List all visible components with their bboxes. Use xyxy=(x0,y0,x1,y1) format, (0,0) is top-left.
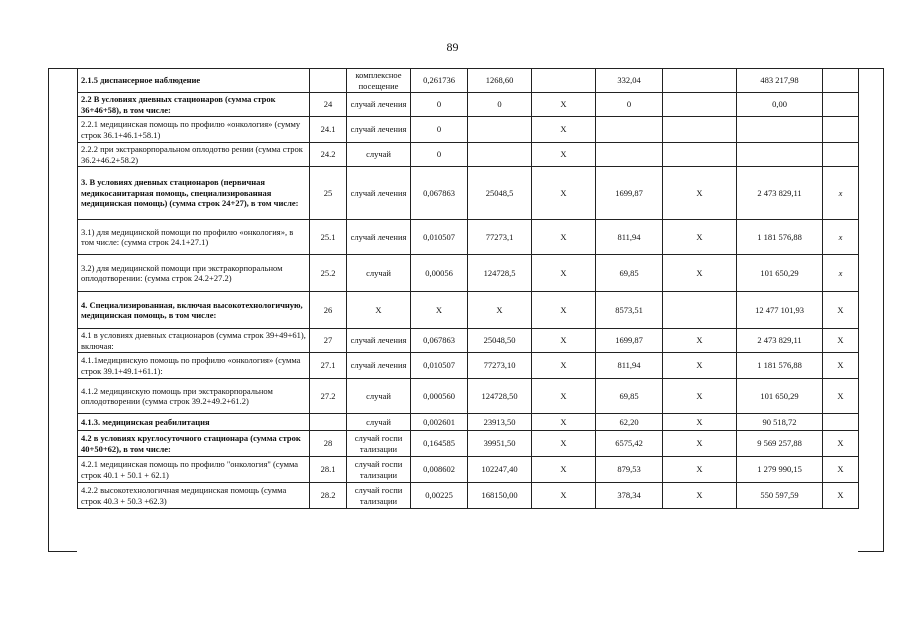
value-cell-5: Х xyxy=(663,167,737,220)
value-cell-5: Х xyxy=(663,329,737,353)
row-label: 2.2 В условиях дневных стационаров (сумма строк 36+46+58), в том числе: xyxy=(78,93,310,117)
table-row xyxy=(78,329,859,353)
per-capita-cell: 378,34 xyxy=(596,483,663,509)
total-cell: 0,00 xyxy=(737,93,823,117)
cost-cell: 168150,00 xyxy=(468,483,532,509)
cost-cell: 124728,5 xyxy=(468,255,532,292)
rate-cell: 0,010507 xyxy=(411,220,468,255)
total-cell: 101 650,29 xyxy=(737,255,823,292)
total-cell xyxy=(737,143,823,167)
unit-cell: случай лечения xyxy=(347,220,411,255)
total-cell xyxy=(737,117,823,143)
rate-cell: 0,00056 xyxy=(411,255,468,292)
value-cell-7: Х xyxy=(823,457,859,483)
unit-cell: Х xyxy=(347,292,411,329)
rate-cell: 0 xyxy=(411,143,468,167)
rate-cell: 0 xyxy=(411,93,468,117)
table-row xyxy=(78,167,859,220)
per-capita-cell: 1699,87 xyxy=(596,329,663,353)
row-label: 4.1.2 медицинскую помощь при экстракорпоральном оплодотворении (сумма строк 39.2+49.2+61.2) xyxy=(78,379,310,414)
total-cell: 1 181 576,88 xyxy=(737,220,823,255)
value-cell-3: Х xyxy=(532,431,596,457)
value-cell-7: Х xyxy=(823,431,859,457)
total-cell: 550 597,59 xyxy=(737,483,823,509)
unit-cell: случай xyxy=(347,414,411,431)
value-cell-5: Х xyxy=(663,414,737,431)
per-capita-cell: 0 xyxy=(596,93,663,117)
row-number xyxy=(310,69,347,93)
unit-cell: случай лечения xyxy=(347,117,411,143)
value-cell-7: Х xyxy=(823,483,859,509)
total-cell: 101 650,29 xyxy=(737,379,823,414)
total-cell: 9 569 257,88 xyxy=(737,431,823,457)
value-cell-7: х xyxy=(823,255,859,292)
row-label: 4.2 в условиях круглосуточного стационара (сумма строк 40+50+62), в том числе: xyxy=(78,431,310,457)
value-cell-5 xyxy=(663,69,737,93)
row-number: 25.1 xyxy=(310,220,347,255)
unit-cell: случай xyxy=(347,255,411,292)
row-number: 24.1 xyxy=(310,117,347,143)
unit-cell: случай лечения xyxy=(347,353,411,379)
per-capita-cell: 1699,87 xyxy=(596,167,663,220)
unit-cell: случай xyxy=(347,379,411,414)
table-row xyxy=(78,483,859,509)
cost-cell: 25048,50 xyxy=(468,329,532,353)
value-cell-3: Х xyxy=(532,292,596,329)
row-label: 3.2) для медицинской помощи при экстракорпоральном оплодотворении: (сумма строк 24.2+27.2) xyxy=(78,255,310,292)
per-capita-cell: 811,94 xyxy=(596,353,663,379)
value-cell-5 xyxy=(663,93,737,117)
per-capita-cell: 332,04 xyxy=(596,69,663,93)
unit-cell: случай лечения xyxy=(347,167,411,220)
row-number: 28.1 xyxy=(310,457,347,483)
row-label: 4. Специализированная, включая высокотехнологичную, медицинская помощь, в том числе: xyxy=(78,292,310,329)
value-cell-7: Х xyxy=(823,292,859,329)
value-cell-5 xyxy=(663,117,737,143)
table-row xyxy=(78,93,859,117)
unit-cell: случай госпи тализации xyxy=(347,483,411,509)
value-cell-3: Х xyxy=(532,483,596,509)
cost-cell: 25048,5 xyxy=(468,167,532,220)
table-row xyxy=(78,431,859,457)
unit-cell: случай xyxy=(347,143,411,167)
row-label: 4.1 в условиях дневных стационаров (сумма строк 39+49+61), включая: xyxy=(78,329,310,353)
value-cell-3: Х xyxy=(532,329,596,353)
rate-cell: 0,00225 xyxy=(411,483,468,509)
row-number: 27.1 xyxy=(310,353,347,379)
value-cell-5: Х xyxy=(663,255,737,292)
cost-cell: 39951,50 xyxy=(468,431,532,457)
value-cell-3: Х xyxy=(532,167,596,220)
value-cell-3: Х xyxy=(532,117,596,143)
cost-cell xyxy=(468,143,532,167)
table-row xyxy=(78,220,859,255)
table-row xyxy=(78,255,859,292)
table-row xyxy=(78,69,859,93)
per-capita-cell xyxy=(596,143,663,167)
rate-cell: 0,000560 xyxy=(411,379,468,414)
value-cell-5: Х xyxy=(663,457,737,483)
total-cell: 1 279 990,15 xyxy=(737,457,823,483)
per-capita-cell xyxy=(596,117,663,143)
value-cell-7: Х xyxy=(823,379,859,414)
cost-cell: 0 xyxy=(468,93,532,117)
value-cell-7 xyxy=(823,414,859,431)
table-row xyxy=(78,292,859,329)
table-right-margin-frame xyxy=(858,68,884,552)
table-left-margin-frame xyxy=(48,68,77,552)
row-label: 3.1) для медицинской помощи по профилю «онкология», в том числе: (сумма строк 24.1+27.1) xyxy=(78,220,310,255)
table-row xyxy=(78,353,859,379)
row-number: 28 xyxy=(310,431,347,457)
row-number: 25 xyxy=(310,167,347,220)
value-cell-3: Х xyxy=(532,143,596,167)
rate-cell: 0,164585 xyxy=(411,431,468,457)
financing-table xyxy=(77,68,859,509)
row-label: 3. В условиях дневных стационаров (первичная медикосанитарная помощь, специализированная медицинская помощь) (сумма строк 24+27), в том числе: xyxy=(78,167,310,220)
rate-cell: 0,261736 xyxy=(411,69,468,93)
rate-cell: 0,067863 xyxy=(411,329,468,353)
rate-cell: Х xyxy=(411,292,468,329)
row-number xyxy=(310,414,347,431)
total-cell: 483 217,98 xyxy=(737,69,823,93)
unit-cell: комплексное посещение xyxy=(347,69,411,93)
total-cell: 12 477 101,93 xyxy=(737,292,823,329)
value-cell-7 xyxy=(823,93,859,117)
cost-cell: Х xyxy=(468,292,532,329)
cost-cell: 102247,40 xyxy=(468,457,532,483)
table-row xyxy=(78,457,859,483)
value-cell-7 xyxy=(823,69,859,93)
per-capita-cell: 879,53 xyxy=(596,457,663,483)
cost-cell: 124728,50 xyxy=(468,379,532,414)
value-cell-3: Х xyxy=(532,93,596,117)
value-cell-7: х xyxy=(823,220,859,255)
value-cell-3: Х xyxy=(532,414,596,431)
per-capita-cell: 69,85 xyxy=(596,379,663,414)
value-cell-3: Х xyxy=(532,353,596,379)
value-cell-3: Х xyxy=(532,220,596,255)
row-label: 4.1.3. медицинская реабилитация xyxy=(78,414,310,431)
table-row xyxy=(78,143,859,167)
row-label: 2.2.1 медицинская помощь по профилю «онкология» (сумму строк 36.1+46.1+58.1) xyxy=(78,117,310,143)
value-cell-5: Х xyxy=(663,431,737,457)
row-number: 24.2 xyxy=(310,143,347,167)
table-row xyxy=(78,379,859,414)
value-cell-5 xyxy=(663,143,737,167)
per-capita-cell: 6575,42 xyxy=(596,431,663,457)
row-label: 4.2.2 высокотехнологичная медицинская помощь (сумма строк 40.3 + 50.3 +62.3) xyxy=(78,483,310,509)
row-number: 28.2 xyxy=(310,483,347,509)
per-capita-cell: 69,85 xyxy=(596,255,663,292)
unit-cell: случай лечения xyxy=(347,93,411,117)
value-cell-7: Х xyxy=(823,353,859,379)
row-number: 25.2 xyxy=(310,255,347,292)
value-cell-7 xyxy=(823,143,859,167)
value-cell-5: Х xyxy=(663,353,737,379)
per-capita-cell: 811,94 xyxy=(596,220,663,255)
rate-cell: 0 xyxy=(411,117,468,143)
row-label: 4.2.1 медицинская помощь по профилю "онкология" (сумма строк 40.1 + 50.1 + 62.1) xyxy=(78,457,310,483)
value-cell-3 xyxy=(532,69,596,93)
total-cell: 2 473 829,11 xyxy=(737,329,823,353)
table-row xyxy=(78,117,859,143)
cost-cell: 1268,60 xyxy=(468,69,532,93)
unit-cell: случай госпи тализации xyxy=(347,431,411,457)
value-cell-7 xyxy=(823,117,859,143)
page-number: 89 xyxy=(446,40,459,54)
value-cell-5: Х xyxy=(663,483,737,509)
row-label: 2.1.5 диспансерное наблюдение xyxy=(78,69,310,93)
value-cell-3: Х xyxy=(532,255,596,292)
row-number: 27 xyxy=(310,329,347,353)
rate-cell: 0,010507 xyxy=(411,353,468,379)
per-capita-cell: 62,20 xyxy=(596,414,663,431)
row-number: 26 xyxy=(310,292,347,329)
table-row xyxy=(78,414,859,431)
total-cell: 90 518,72 xyxy=(737,414,823,431)
unit-cell: случай лечения xyxy=(347,329,411,353)
rate-cell: 0,008602 xyxy=(411,457,468,483)
value-cell-7: Х xyxy=(823,329,859,353)
total-cell: 2 473 829,11 xyxy=(737,167,823,220)
rate-cell: 0,067863 xyxy=(411,167,468,220)
row-number: 24 xyxy=(310,93,347,117)
unit-cell: случай госпи тализации xyxy=(347,457,411,483)
cost-cell: 77273,10 xyxy=(468,353,532,379)
total-cell: 1 181 576,88 xyxy=(737,353,823,379)
value-cell-3: Х xyxy=(532,457,596,483)
value-cell-5: Х xyxy=(663,220,737,255)
per-capita-cell: 8573,51 xyxy=(596,292,663,329)
rate-cell: 0,002601 xyxy=(411,414,468,431)
value-cell-7: х xyxy=(823,167,859,220)
value-cell-3: Х xyxy=(532,379,596,414)
value-cell-5: Х xyxy=(663,379,737,414)
cost-cell: 77273,1 xyxy=(468,220,532,255)
row-label: 4.1.1медицинскую помощь по профилю «онкология» (сумма строк 39.1+49.1+61.1): xyxy=(78,353,310,379)
row-label: 2.2.2 при экстракорпоральном оплодотво рении (сумма строк 36.2+46.2+58.2) xyxy=(78,143,310,167)
row-number: 27.2 xyxy=(310,379,347,414)
value-cell-5 xyxy=(663,292,737,329)
cost-cell: 23913,50 xyxy=(468,414,532,431)
cost-cell xyxy=(468,117,532,143)
